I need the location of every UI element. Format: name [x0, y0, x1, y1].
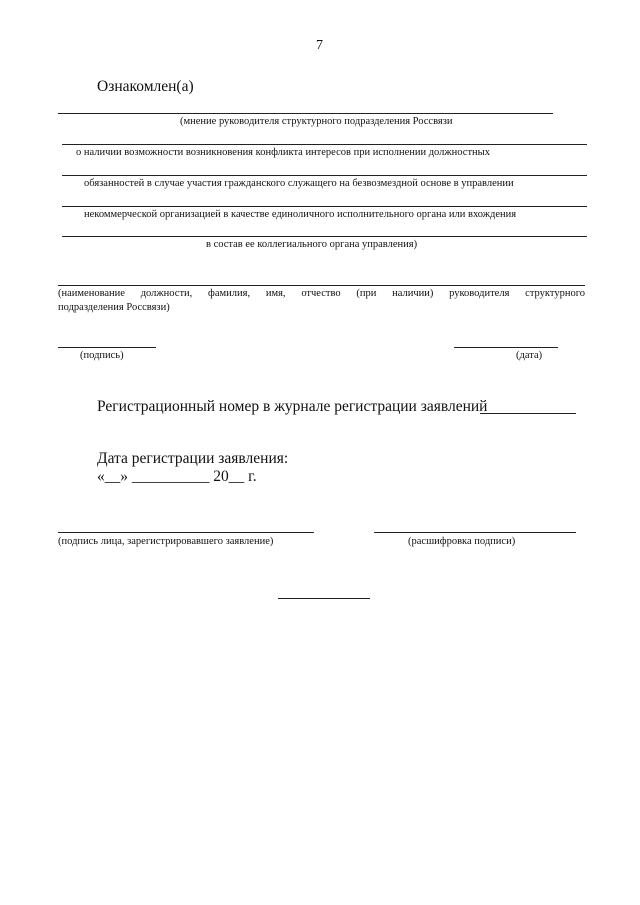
opinion-line-1[interactable]: [58, 113, 553, 114]
signature-caption: (подпись): [80, 350, 124, 361]
head-name-caption-1: (наименование должности, фамилия, имя, отчество (при наличии) руководителя структурного: [58, 288, 585, 299]
signature-decoding-caption: (расшифровка подписи): [408, 536, 516, 547]
opinion-line-3[interactable]: [62, 175, 587, 176]
head-name-caption-2: подразделения Россвязи): [58, 302, 170, 313]
date-caption: (дата): [516, 350, 543, 361]
head-name-line[interactable]: [58, 285, 585, 286]
registration-number-label: Регистрационный номер в журнале регистрации заявлений: [97, 398, 488, 415]
signature-decoding-line[interactable]: [374, 532, 576, 533]
registrar-signature-line[interactable]: [58, 532, 314, 533]
registration-number-field[interactable]: [480, 413, 576, 414]
opinion-text-5: в состав ее коллегиального органа управления): [206, 239, 418, 250]
registrar-signature-caption: (подпись лица, зарегистрировавшего заявление): [58, 536, 274, 547]
opinion-line-2[interactable]: [62, 144, 587, 145]
opinion-text-3: обязанностей в случае участия гражданского служащего на безвозмездной основе в управлении: [84, 178, 514, 189]
acquainted-label: Ознакомлен(а): [97, 78, 194, 95]
registration-date-field[interactable]: «__» __________ 20__ г.: [97, 468, 257, 485]
opinion-line-5[interactable]: [62, 236, 587, 237]
opinion-text-2: о наличии возможности возникновения конфликта интересов при исполнении должностных: [76, 147, 490, 158]
opinion-text-4: некоммерческой организацией в качестве единоличного исполнительного органа или вхождения: [84, 209, 517, 220]
page-number: 7: [316, 38, 323, 53]
opinion-line-4[interactable]: [62, 206, 587, 207]
head-date-line[interactable]: [454, 347, 558, 348]
end-divider: [278, 598, 370, 599]
head-signature-line[interactable]: [58, 347, 156, 348]
opinion-text-1: (мнение руководителя структурного подразделения Россвязи: [180, 116, 453, 127]
registration-date-label: Дата регистрации заявления:: [97, 450, 289, 467]
